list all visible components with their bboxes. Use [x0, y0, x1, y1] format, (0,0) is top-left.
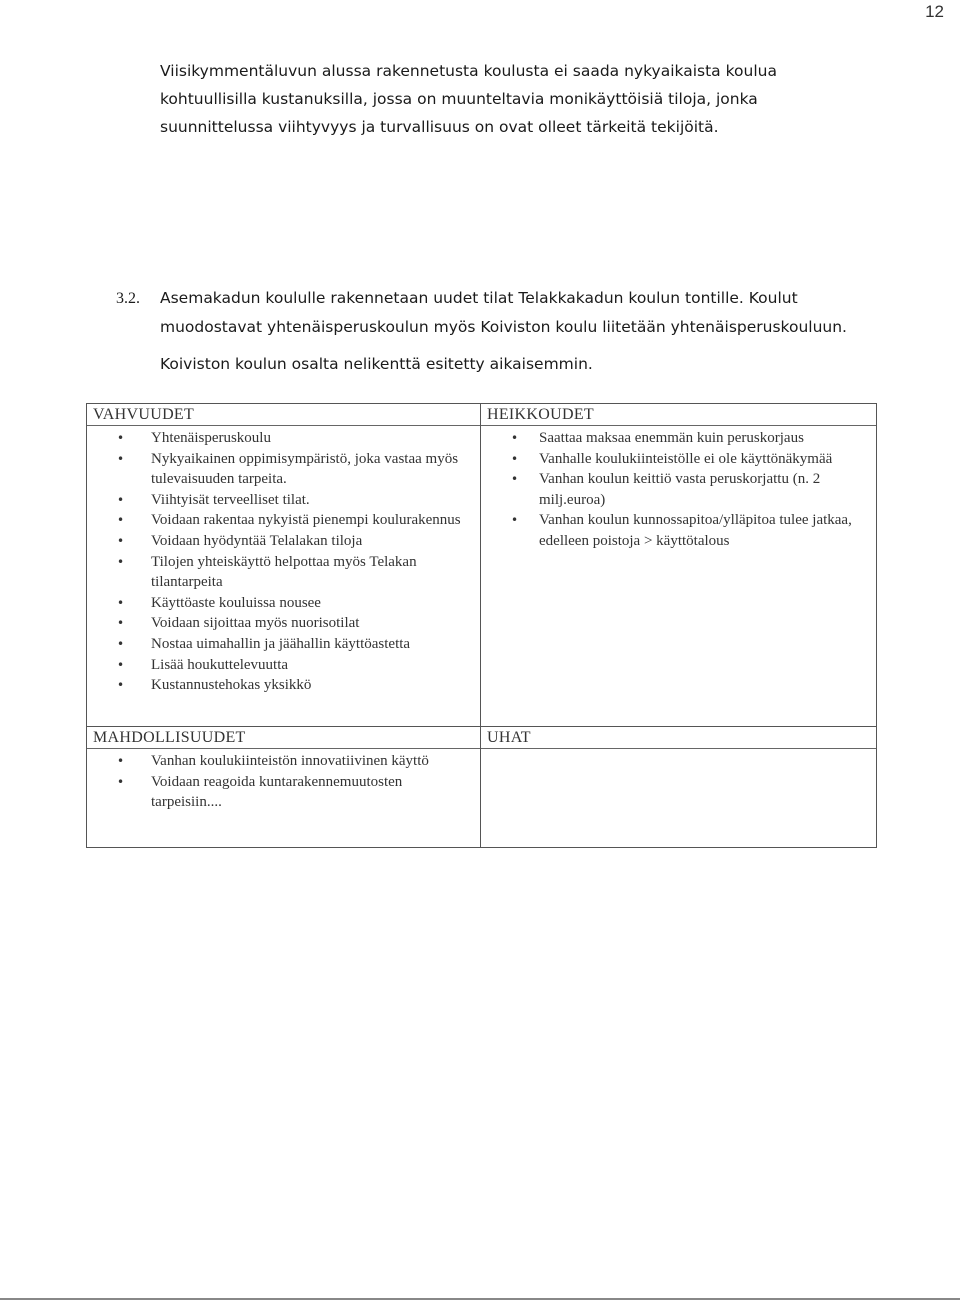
strengths-cell — [87, 404, 481, 727]
list-item: • Käyttöaste kouluissa nousee — [87, 593, 480, 614]
list-item: • Vanhan koulun kunnossapitoa/ylläpitoa tulee jatkaa, edelleen poistoja > käyttötalous — [481, 510, 876, 551]
list-item: • Yhtenäisperuskoulu — [87, 428, 480, 449]
list-item: • Voidaan reagoida kuntarakennemuutosten tarpeisiin.... — [87, 772, 480, 813]
strengths-heading: VAHVUUDET — [87, 404, 480, 426]
weaknesses-cell — [481, 404, 877, 727]
list-item: • Vanhalle koulukiinteistölle ei ole käyttönäkymää — [481, 449, 876, 470]
strengths-list — [87, 428, 480, 696]
opportunities-heading: MAHDOLLISUUDET — [87, 727, 480, 749]
weaknesses-heading: HEIKKOUDET — [481, 404, 876, 426]
page-number: 12 — [925, 2, 944, 21]
list-item: • Vanhan koulukiinteistön innovatiivinen käyttö — [87, 751, 480, 772]
opportunities-list — [87, 751, 480, 813]
intro-line: kohtuullisilla kustanuksilla, jossa on muunteltavia monikäyttöisiä tiloja, jonka — [160, 90, 758, 108]
list-item: • Vanhan koulun keittiö vasta peruskorjattu (n. 2 milj.euroa) — [481, 469, 876, 510]
swot-table — [86, 403, 877, 848]
intro-paragraph — [160, 57, 860, 141]
list-item: • Tilojen yhteiskäyttö helpottaa myös Telakan tilantarpeita — [87, 552, 480, 593]
list-item: • Nykyaikainen oppimisympäristö, joka vastaa myös tulevaisuuden tarpeita. — [87, 449, 480, 490]
list-item: • Nostaa uimahallin ja jäähallin käyttöastetta — [87, 634, 480, 655]
list-item: • Saattaa maksaa enemmän kuin peruskorjaus — [481, 428, 876, 449]
list-item: • Voidaan rakentaa nykyistä pienempi koulurakennus — [87, 510, 480, 531]
list-item: • Voidaan hyödyntää Telalakan tiloja — [87, 531, 480, 552]
list-item: • Viihtyisät terveelliset tilat. — [87, 490, 480, 511]
section-3-2 — [116, 284, 876, 379]
opportunities-cell — [87, 727, 481, 848]
section-number: 3.2. — [116, 290, 140, 307]
threats-cell — [481, 727, 877, 848]
weaknesses-list — [481, 428, 876, 552]
intro-line: suunnittelussa viihtyvyys ja turvallisuus on ovat olleet tärkeitä tekijöitä. — [160, 118, 719, 136]
page-bottom-divider — [0, 1298, 960, 1300]
section-text-line: muodostavat yhtenäisperuskoulun myös Koiviston koulu liitetään yhtenäisperuskouluun. — [160, 318, 847, 336]
section-text-line: Asemakadun koululle rakennetaan uudet tilat Telakkakadun koulun tontille. Koulut — [160, 289, 798, 307]
intro-line: Viisikymmentäluvun alussa rakennetusta koulusta ei saada nykyaikaista koulua — [160, 62, 777, 80]
list-item: • Lisää houkuttelevuutta — [87, 655, 480, 676]
section-text-line: Koiviston koulun osalta nelikenttä esitetty aikaisemmin. — [160, 355, 593, 373]
threats-heading: UHAT — [481, 727, 876, 749]
list-item: • Kustannustehokas yksikkö — [87, 675, 480, 696]
list-item: • Voidaan sijoittaa myös nuorisotilat — [87, 613, 480, 634]
